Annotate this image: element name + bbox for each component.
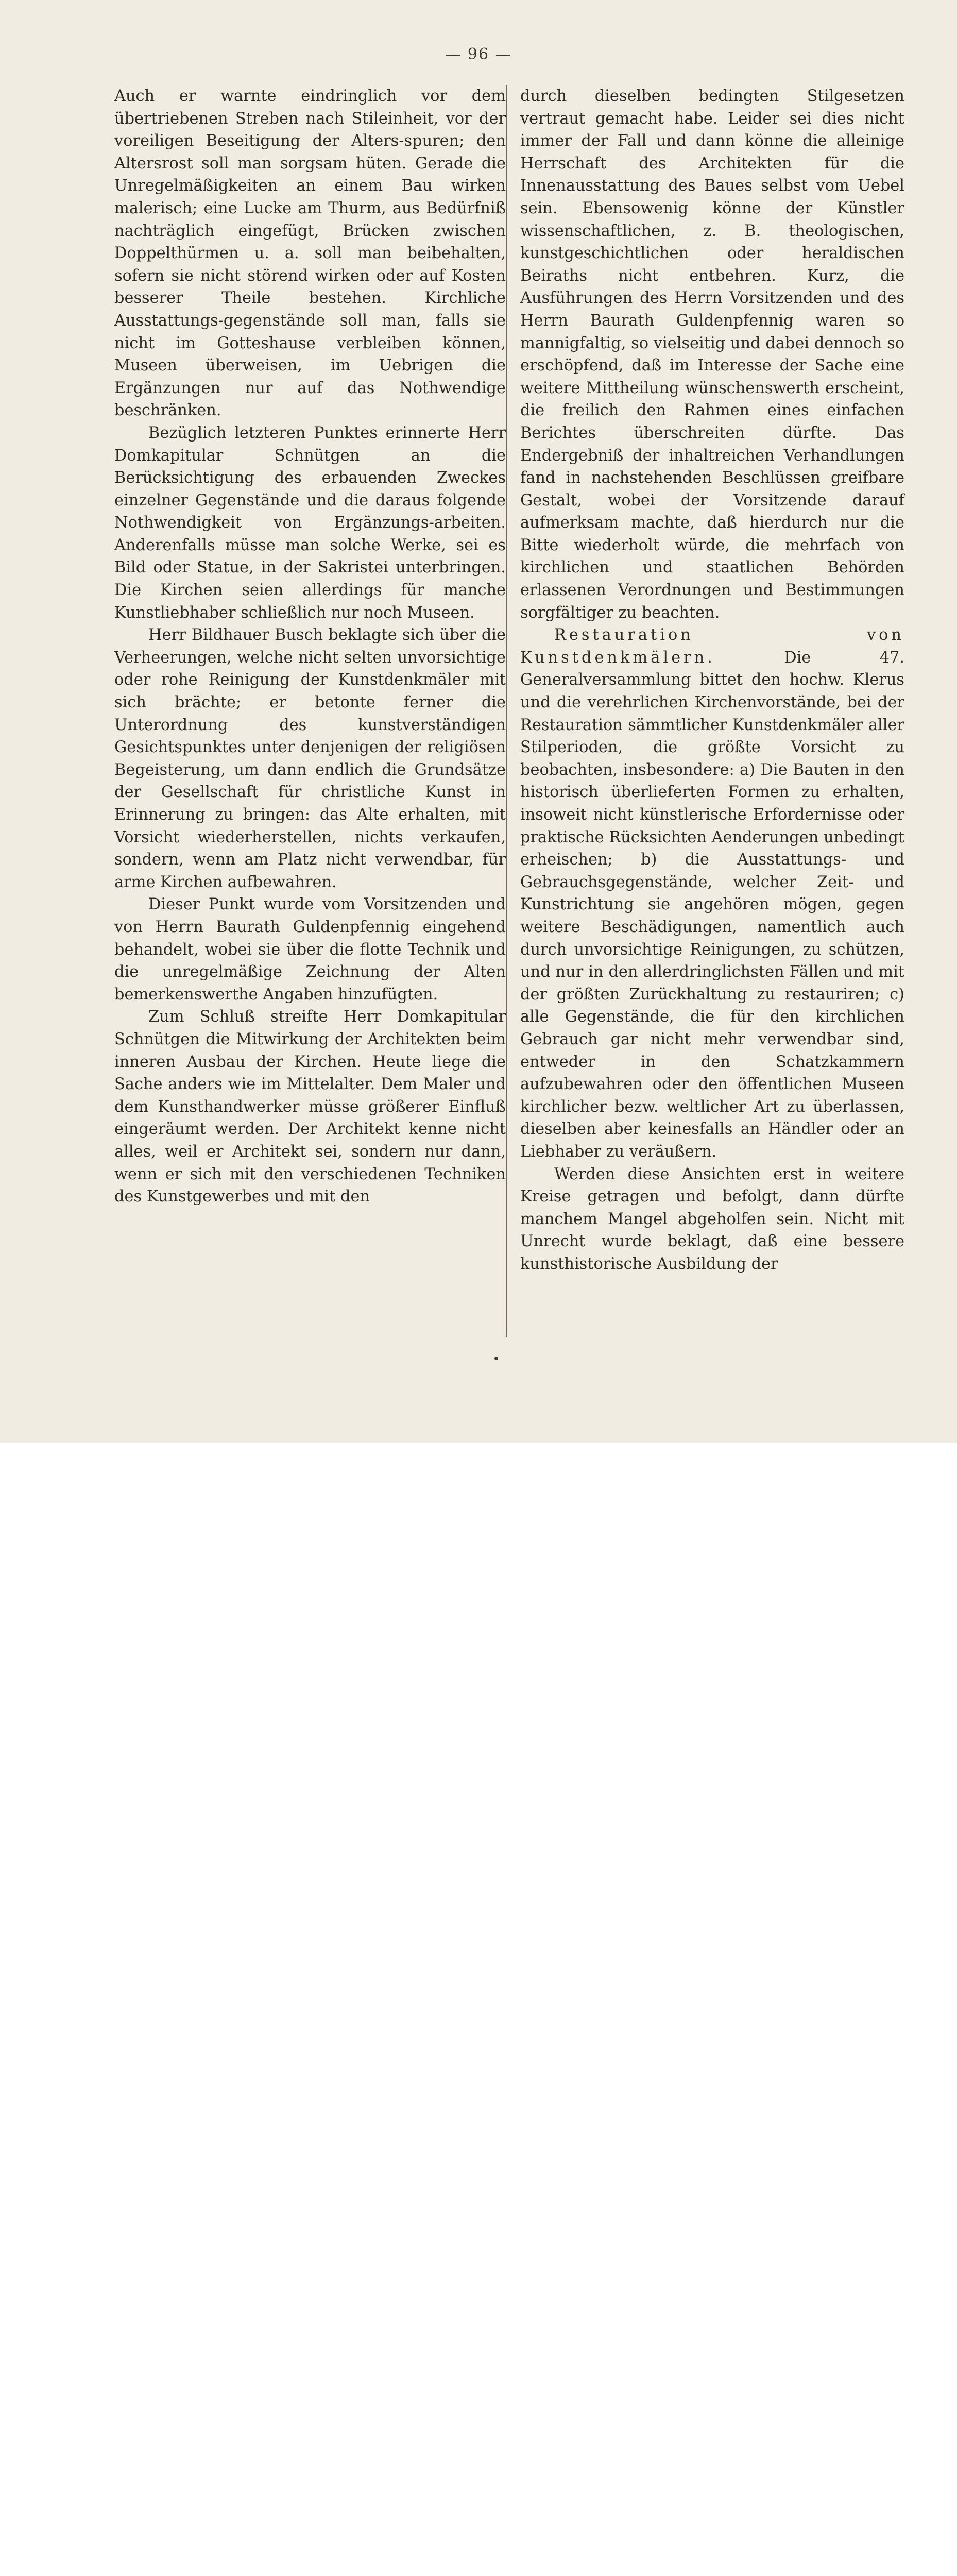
paragraph-text: Bezüglich letzteren Punktes erinnerte Herr Domkapitular Schnütgen an die Berücksichtigung des erbauenden Zweckes einzelner Gegenstände und die daraus folgende Nothwendigkeit von Ergänzungs-arbeiten. Anderenfalls müsse man solche Werke, sei es Bild oder Statue, in der Sakristei unterbringen. Die Kirchen seien allerdings für manche Kunstliebhaber schließlich nur noch Museen. xyxy=(114,423,506,622)
paragraph-text: Auch er warnte eindringlich vor dem übertriebenen Streben nach Stileinheit, vor der voreiligen Beseitigung der Alters-spuren; den Altersrost soll man sorgsam hüten. Gerade die Unregelmäßigkeiten an einem Bau wirken malerisch; eine Lucke am Thurm, aus Bedürfniß nachträglich eingefügt, Brücken zwischen Doppelthürmen u. a. soll man beibehalten, sofern sie nicht störend wirken oder auf Kosten besserer Theile bestehen. Kirchliche Ausstattungs-gegenstände soll man, falls sie nicht im Gotteshause verbleiben können, Museen überweisen, im Uebrigen die Ergänzungen nur auf das Nothwendige beschränken. xyxy=(114,87,506,420)
paragraph-text: durch dieselben bedingten Stilgesetzen vertraut gemacht habe. Leider sei dies nicht immer der Fall und dann könne die alleinige Herrschaft des Architekten für die Innenausstattung des Baues selbst vom Uebel sein. Ebensowenig könne der Künstler wissenschaftlichen, z. B. theologischen, kunstgeschichtlichen oder heraldischen Beiraths nicht entbehren. Kurz, die Ausführungen des Herrn Vorsitzenden und des Herrn Baurath Guldenpfennig waren so mannigfaltig, so vielseitig und dabei dennoch so erschöpfend, daß im Interesse der Sache eine weitere Mittheilung wünschenswerth erscheint, die freilich den Rahmen eines einfachen Berichtes überschreiten dürfte. Das Endergebniß der inhaltreichen Verhandlungen fand in nachstehenden Beschlüssen greifbare Gestalt, wobei der Vorsitzende darauf aufmerksam machte, daß hierdurch nur die Bitte wiederholt würde, die mehrfach von kirchlichen und staatlichen Behörden erlassenen Verordnungen und Bestimmungen sorgfältiger zu beachten. xyxy=(520,87,904,622)
paragraph xyxy=(114,85,506,422)
paragraph-text: Werden diese Ansichten erst in weitere Kreise getragen und befolgt, dann dürfte manchem Mangel abgeholfen sein. Nicht mit Unrecht wurde beklagt, daß eine bessere kunsthistorische Ausbildung der xyxy=(520,1165,904,1273)
paragraph xyxy=(114,893,506,1006)
page-bottom-mark xyxy=(494,1357,498,1360)
page-number: — 96 — xyxy=(445,45,512,63)
paragraph-text: Die 47. Generalversammlung bittet den hochw. Klerus und die verehrlichen Kirchenvorstände, bei der Restauration sämmtlicher Kunstdenkmäler aller Stilperioden, die größte Vorsicht zu beobachten, insbesondere: a) Die Bauten in den historisch überlieferten Formen zu erhalten, insoweit nicht künstlerische Erfordernisse oder praktische Rücksichten Aenderungen unbedingt erheischen; b) die Ausstattungs- und Gebrauchsgegenstände, welcher Zeit- und Kunstrichtung sie angehören mögen, gegen weitere Beschädigungen, namentlich auch durch unvorsichtige Reinigungen, zu schützen, und nur in den allerdringlichsten Fällen und mit der größten Zurückhaltung zu restauriren; c) alle Gegenstände, die für den kirchlichen Gebrauch gar nicht mehr verwendbar sind, entweder in den Schatzkammern aufzubewahren oder den öffentlichen Museen kirchlicher bezw. weltlicher Art zu überlassen, dieselben aber keinesfalls an Händler oder an Liebhaber zu veräußern. xyxy=(520,648,904,1161)
section-heading: Restauration von Kunstdenkmälern. xyxy=(520,626,904,667)
paragraph xyxy=(520,85,904,624)
paragraph-text: Herr Bildhauer Busch beklagte sich über die Verheerungen, welche nicht selten unvorsichtige oder rohe Reinigung der Kunstdenkmäler mit sich brächte; er betonte ferner die Unterordnung des kunstverständigen Gesichtspunktes unter denjenigen der religiösen Begeisterung, um dann endlich die Grundsätze der Gesellschaft für christliche Kunst in Erinnerung zu bringen: das Alte erhalten, mit Vorsicht wiederherstellen, nichts verkaufen, sondern, wenn am Platz nicht verwendbar, für arme Kirchen aufbewahren. xyxy=(114,626,506,891)
right-text-column xyxy=(520,85,904,1275)
paragraph xyxy=(114,422,506,624)
paragraph xyxy=(520,1163,904,1276)
paragraph xyxy=(114,1006,506,1208)
paragraph-text: Dieser Punkt wurde vom Vorsitzenden und von Herrn Baurath Guldenpfennig eingehend behandelt, wobei sie über die flotte Technik und die unregelmäßige Zeichnung der Alten bemerkenswerthe Angaben hinzufügten. xyxy=(114,895,506,1004)
column-divider xyxy=(506,85,507,1337)
paragraph xyxy=(520,624,904,1163)
paragraph xyxy=(114,624,506,893)
left-text-column xyxy=(114,85,506,1208)
paragraph-text: Zum Schluß streifte Herr Domkapitular Schnütgen die Mitwirkung der Architekten beim inneren Ausbau der Kirchen. Heute liege die Sache anders wie im Mittelalter. Dem Maler und dem Kunsthandwerker müsse größerer Einfluß eingeräumt werden. Der Architekt kenne nicht alles, weil er Architekt sei, sondern nur dann, wenn er sich mit den verschiedenen Techniken des Kunstgewerbes und mit den xyxy=(114,1008,506,1206)
footer xyxy=(0,1443,957,1517)
